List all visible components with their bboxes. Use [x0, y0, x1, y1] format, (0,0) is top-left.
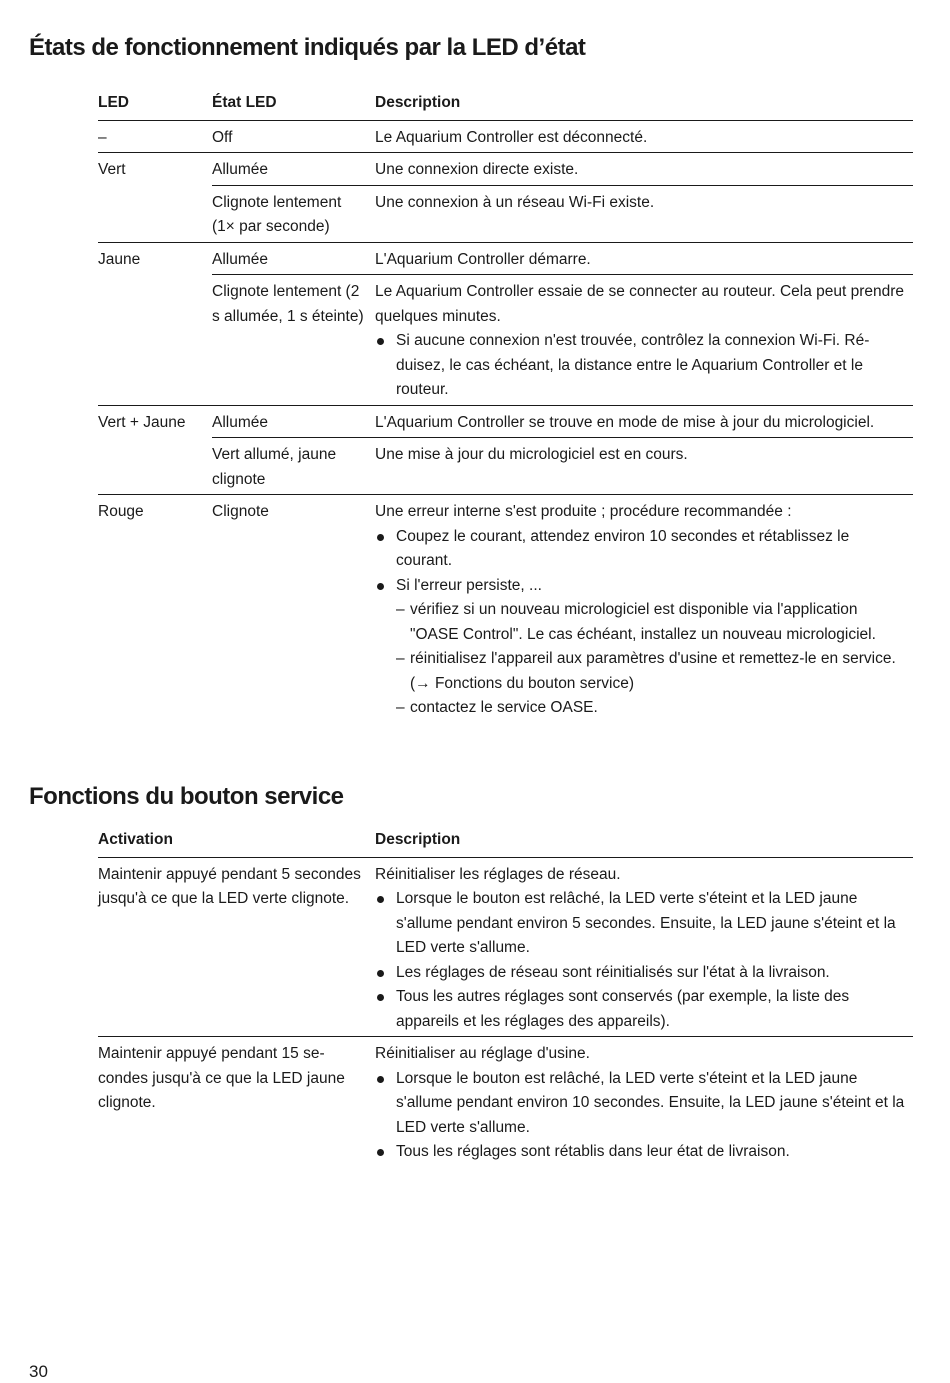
- list-item: Lorsque le bouton est relâché, la LED verte s'éteint et la LED jaune s'allume pendant environ 10 secondes. Ensuite, la LED jaune s'éteint et la LED verte s'allume.: [375, 1067, 905, 1141]
- table-row-green-yellow-mixed: [98, 438, 913, 495]
- description-cell: Une connexion directe existe.: [375, 153, 913, 186]
- description-cell: [375, 495, 913, 723]
- list-item-text: Si l'erreur persiste, ...: [396, 576, 542, 594]
- table-row-off: [98, 120, 913, 153]
- list-item: Tous les réglages sont rétablis dans leur état de livraison.: [375, 1140, 905, 1165]
- table-row-yellow-on: [98, 242, 913, 275]
- service-button-table: [98, 825, 913, 1167]
- state-cell: Clignote: [212, 495, 375, 723]
- list-item: Coupez le courant, attendez environ 10 secondes et rétablissez le courant.: [375, 525, 905, 574]
- bullet-list: [375, 525, 905, 721]
- description-cell: [375, 857, 913, 1037]
- table-row-red-blink: [98, 495, 913, 723]
- description-text: Une erreur interne s'est produite ; procédure recommandée :: [375, 503, 792, 520]
- state-cell: Allumée: [212, 405, 375, 438]
- led-cell: Vert + Jaune: [98, 405, 212, 495]
- state-cell: Clignote lentement (1× par seconde): [212, 185, 375, 242]
- bullet-list: [375, 887, 905, 1034]
- state-cell: Allumée: [212, 242, 375, 275]
- led-cell: –: [98, 128, 107, 146]
- table-row-green-blink: [98, 185, 913, 242]
- state-cell: Clignote lentement (2 s allumée, 1 s éteinte): [212, 275, 375, 406]
- description-cell: [375, 275, 913, 406]
- led-states-table: [98, 88, 913, 723]
- description-cell: Une connexion à un réseau Wi-Fi existe.: [375, 185, 913, 242]
- header-led-state: État LED: [212, 88, 375, 120]
- header-led: LED: [98, 88, 212, 120]
- description-text: Réinitialiser les réglages de réseau.: [375, 865, 621, 883]
- table-row-green-on: [98, 153, 913, 186]
- table-header-row: [98, 825, 913, 857]
- activation-cell: Maintenir appuyé pendant 5 secondes jusqu'à ce que la LED verte clignote.: [98, 865, 361, 907]
- page-number: 30: [29, 1362, 48, 1381]
- description-cell: Une mise à jour du micrologiciel est en cours.: [375, 438, 913, 495]
- section-title-service-button: Fonctions du bouton service: [29, 783, 344, 810]
- table-row-factory-reset: [98, 1037, 913, 1167]
- activation-cell: Maintenir appuyé pendant 15 secondes jusqu'à ce que la LED jaune clignote.: [98, 1037, 375, 1167]
- state-cell: Vert allumé, jaune clignote: [212, 438, 375, 495]
- table-header-row: [98, 88, 913, 120]
- state-cell: Off: [212, 128, 233, 146]
- table-row-network-reset: [98, 857, 913, 1037]
- table-row-yellow-blink: [98, 275, 913, 406]
- list-item: Si aucune connexion n'est trouvée, contrôlez la connexion Wi-Fi. Réduisez, le cas échéant, la distance entre le Aquarium Controller et le routeur.: [375, 329, 905, 403]
- bullet-list: [375, 329, 905, 403]
- header-description: Description: [375, 825, 913, 857]
- section-title-led-states: États de fonctionnement indiqués par la LED d’état: [29, 34, 586, 61]
- dash-item: – contactez le service OASE.: [396, 696, 905, 721]
- header-description: Description: [375, 88, 913, 120]
- list-item: Lorsque le bouton est relâché, la LED verte s'éteint et la LED jaune s'allume pendant environ 5 secondes. Ensuite, la LED jaune s'éteint et la LED verte s'allume.: [375, 887, 905, 961]
- dash-list: [396, 598, 905, 721]
- list-item: Les réglages de réseau sont réinitialisés sur l'état à la livraison.: [375, 961, 905, 986]
- list-item: [375, 574, 905, 721]
- table-row-green-yellow-on: [98, 405, 913, 438]
- bullet-list: [375, 1067, 905, 1165]
- header-activation: Activation: [98, 825, 375, 857]
- description-text: Le Aquarium Controller essaie de se connecter au routeur. Cela peut prendre quelques minutes.: [375, 283, 905, 325]
- description-cell: Le Aquarium Controller est déconnecté.: [375, 128, 648, 146]
- dash-item: – réinitialisez l'appareil aux paramètres d'usine et remettez-le en service. (→ Fonctions du bouton service): [396, 647, 905, 696]
- list-item: Tous les autres réglages sont conservés (par exemple, la liste des appareils et les réglages des appareils).: [375, 985, 905, 1034]
- led-cell: Jaune: [98, 242, 212, 405]
- dash-item: – vérifiez si un nouveau micrologiciel est disponible via l'application "OASE Control". Le cas échéant, installez un nouveau micrologiciel.: [396, 598, 905, 647]
- description-cell: L'Aquarium Controller démarre.: [375, 242, 913, 275]
- led-cell: Rouge: [98, 495, 212, 723]
- description-cell: [375, 1037, 913, 1167]
- description-text: Réinitialiser au réglage d'usine.: [375, 1045, 590, 1062]
- state-cell: Allumée: [212, 153, 375, 186]
- description-cell: L'Aquarium Controller se trouve en mode de mise à jour du micrologiciel.: [375, 405, 913, 438]
- led-cell: Vert: [98, 153, 212, 243]
